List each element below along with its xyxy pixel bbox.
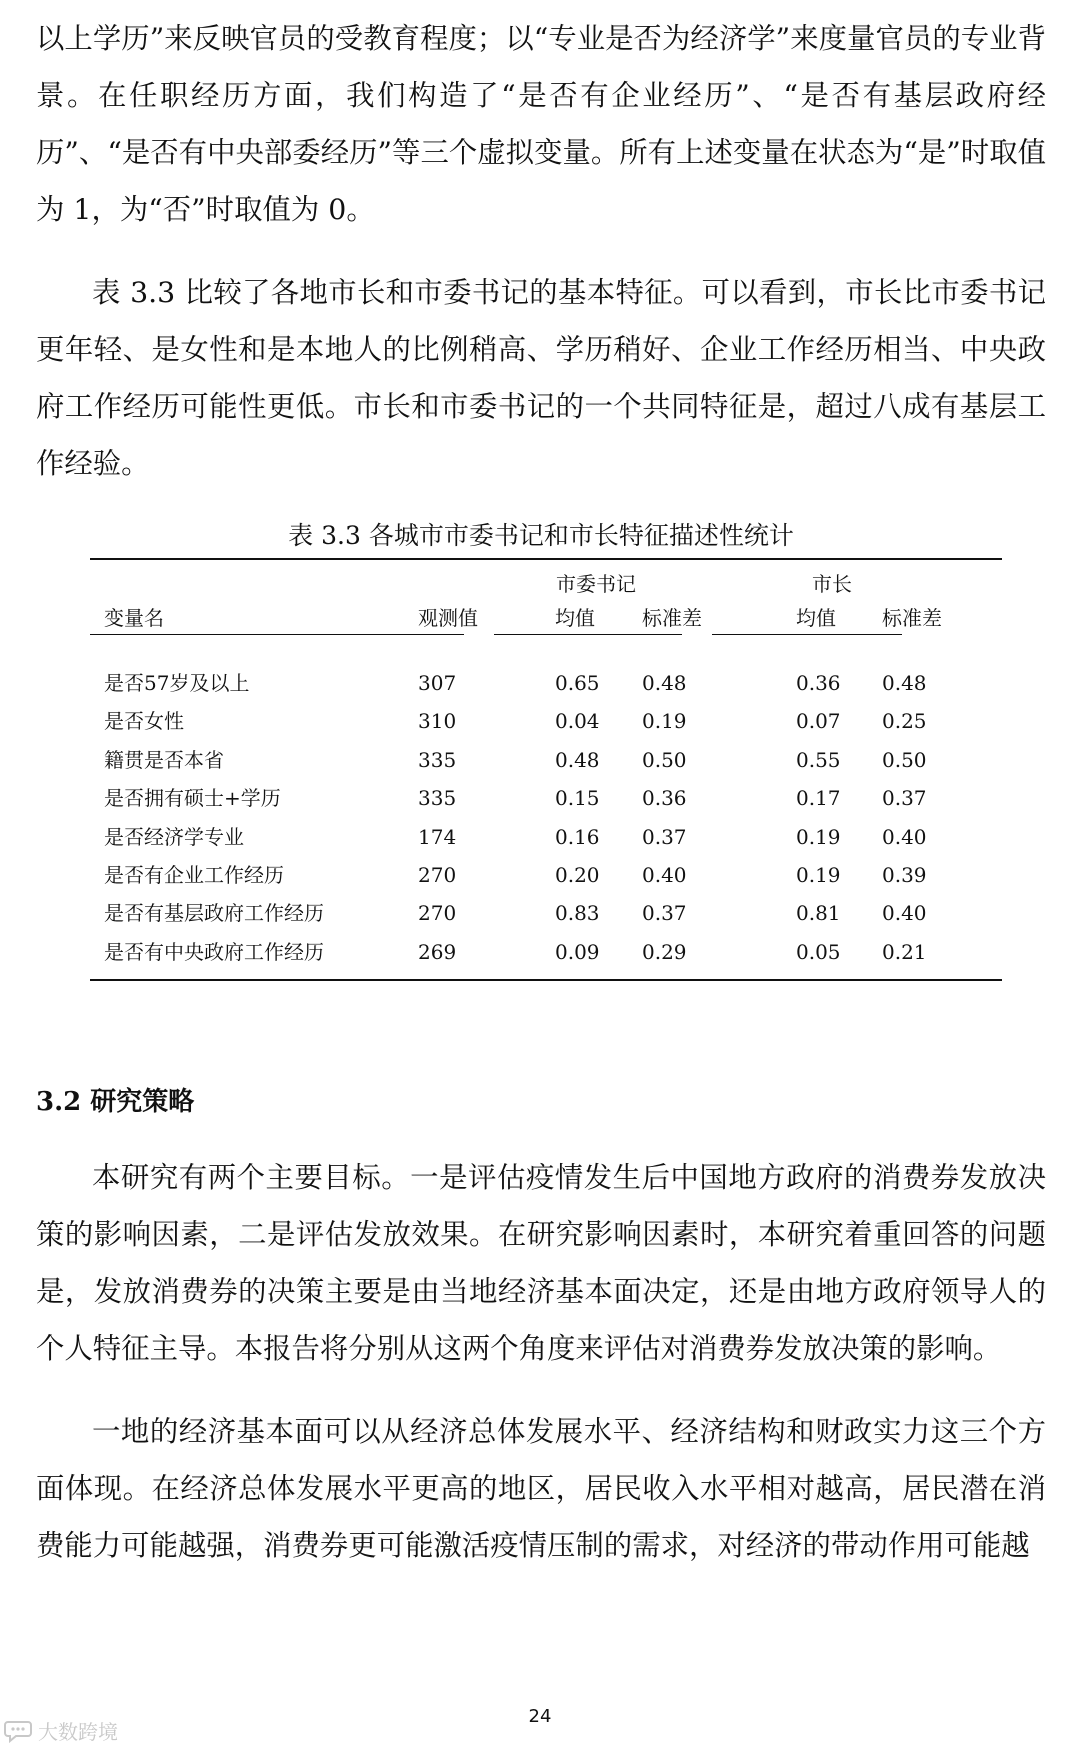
cell-mayor-sd: 0.39 — [882, 862, 927, 887]
cell-variable: 是否有企业工作经历 — [104, 862, 284, 887]
cell-variable: 是否有中央政府工作经历 — [104, 939, 324, 964]
cell-secretary-sd: 0.37 — [642, 824, 687, 849]
cell-secretary-mean: 0.15 — [555, 786, 600, 811]
cell-secretary-sd: 0.48 — [642, 671, 687, 695]
cell-mayor-mean: 0.07 — [796, 709, 841, 734]
header-underline-left — [90, 634, 464, 635]
cell-variable: 是否拥有硕士+学历 — [104, 786, 281, 811]
header-underline-secretary — [494, 634, 682, 635]
cell-obs: 310 — [418, 709, 457, 734]
body-paragraph-2: 表 3.3 比较了各地市长和市委书记的基本特征。可以看到，市长比市委书记更年轻、是女性和是本地人的比例稍高、学历稍好、企业工作经历相当、中央政府工作经历可能性更低。市长和市委书记的一个共同特征是，超过八成有基层工作经验。 — [36, 276, 1046, 480]
cell-secretary-mean: 0.20 — [555, 862, 600, 887]
page-number: 24 — [528, 1706, 552, 1727]
cell-mayor-mean: 0.19 — [796, 862, 841, 887]
table-row — [90, 933, 1002, 971]
cell-mayor-mean: 0.36 — [796, 671, 841, 695]
chat-bubble-icon — [4, 1719, 32, 1743]
col-header-secretary-sd: 标准差 — [642, 606, 702, 630]
col-header-secretary-mean: 均值 — [555, 606, 595, 630]
watermark — [4, 1716, 118, 1745]
table-title: 表 3.3 各城市市委书记和市长特征描述性统计 — [288, 521, 794, 550]
section-paragraph-2: 一地的经济基本面可以从经济总体发展水平、经济结构和财政实力这三个方面体现。在经济总体发展水平更高的地区，居民收入水平相对越高，居民潜在消费能力可能越强，消费券更可能激活疫情压制的需求，对经济的带动作用可能越 — [36, 1415, 1046, 1563]
cell-variable: 籍贯是否本省 — [104, 747, 224, 772]
cell-variable: 是否女性 — [104, 709, 184, 734]
cell-mayor-mean: 0.81 — [796, 901, 841, 926]
cell-obs: 335 — [418, 747, 457, 772]
cell-secretary-mean: 0.65 — [555, 671, 600, 695]
table-row — [90, 894, 1002, 932]
cell-mayor-mean: 0.55 — [796, 747, 841, 772]
cell-secretary-mean: 0.09 — [555, 939, 600, 964]
cell-obs: 269 — [418, 939, 457, 964]
cell-secretary-mean: 0.16 — [555, 824, 600, 849]
cell-secretary-sd: 0.29 — [642, 939, 687, 964]
cell-secretary-sd: 0.50 — [642, 747, 687, 772]
col-header-mayor-mean: 均值 — [796, 606, 836, 630]
cell-secretary-sd: 0.36 — [642, 786, 687, 811]
cell-mayor-sd: 0.37 — [882, 786, 927, 811]
cell-mayor-sd: 0.48 — [882, 671, 927, 695]
section-heading: 3.2 研究策略 — [36, 1087, 195, 1118]
section-paragraph-1: 本研究有两个主要目标。一是评估疫情发生后中国地方政府的消费券发放决策的影响因素，二是评估发放效果。在研究影响因素时，本研究着重回答的问题是，发放消费券的决策主要是由当地经济基本面决定，还是由地方政府领导人的个人特征主导。本报告将分别从这两个角度来评估对消费券发放决策的影响。 — [36, 1161, 1046, 1366]
stats-table — [90, 558, 1002, 981]
cell-mayor-sd: 0.40 — [882, 824, 927, 849]
cell-obs: 307 — [418, 671, 457, 695]
group-header-secretary: 市委书记 — [556, 572, 636, 596]
table-row — [90, 741, 1002, 779]
cell-mayor-sd: 0.50 — [882, 747, 927, 772]
cell-mayor-sd: 0.21 — [882, 939, 927, 964]
cell-secretary-sd: 0.40 — [642, 862, 687, 887]
table-row — [90, 664, 1002, 702]
cell-secretary-mean: 0.83 — [555, 901, 600, 926]
cell-obs: 174 — [418, 824, 457, 849]
cell-mayor-sd: 0.40 — [882, 901, 927, 926]
cell-secretary-sd: 0.19 — [642, 709, 687, 734]
table-bottom-rule — [90, 979, 1002, 981]
cell-mayor-mean: 0.05 — [796, 939, 841, 964]
header-underline-mayor — [712, 634, 902, 635]
table-body — [90, 638, 1002, 979]
body-paragraph-1: 以上学历”来反映官员的受教育程度；以“专业是否为经济学”来度量官员的专业背景。在任职经历方面，我们构造了“是否有企业经历”、“是否有基层政府经历”、“是否有中央部委经历”等三个虚拟变量。所有上述变量在状态为“是”时取值为 1，为“否”时取值为 0。 — [36, 22, 1046, 226]
table-header — [90, 560, 1002, 638]
table-row — [90, 779, 1002, 817]
page-body — [36, 10, 1046, 1574]
cell-mayor-sd: 0.25 — [882, 709, 927, 734]
cell-secretary-mean: 0.04 — [555, 709, 600, 734]
table-row — [90, 818, 1002, 856]
cell-mayor-mean: 0.19 — [796, 824, 841, 849]
col-header-variable: 变量名 — [104, 606, 164, 630]
cell-obs: 335 — [418, 786, 457, 811]
table-row — [90, 702, 1002, 740]
cell-variable: 是否经济学专业 — [104, 824, 244, 849]
table-row — [90, 856, 1002, 894]
cell-secretary-mean: 0.48 — [555, 747, 600, 772]
col-header-obs: 观测值 — [418, 606, 478, 630]
cell-secretary-sd: 0.37 — [642, 901, 687, 926]
cell-variable: 是否有基层政府工作经历 — [104, 901, 324, 926]
group-header-mayor: 市长 — [812, 572, 852, 596]
cell-variable: 是否57岁及以上 — [104, 671, 250, 695]
cell-obs: 270 — [418, 901, 457, 926]
watermark-text: 大数跨境 — [38, 1720, 118, 1744]
cell-obs: 270 — [418, 862, 457, 887]
cell-mayor-mean: 0.17 — [796, 786, 841, 811]
col-header-mayor-sd: 标准差 — [882, 606, 942, 630]
